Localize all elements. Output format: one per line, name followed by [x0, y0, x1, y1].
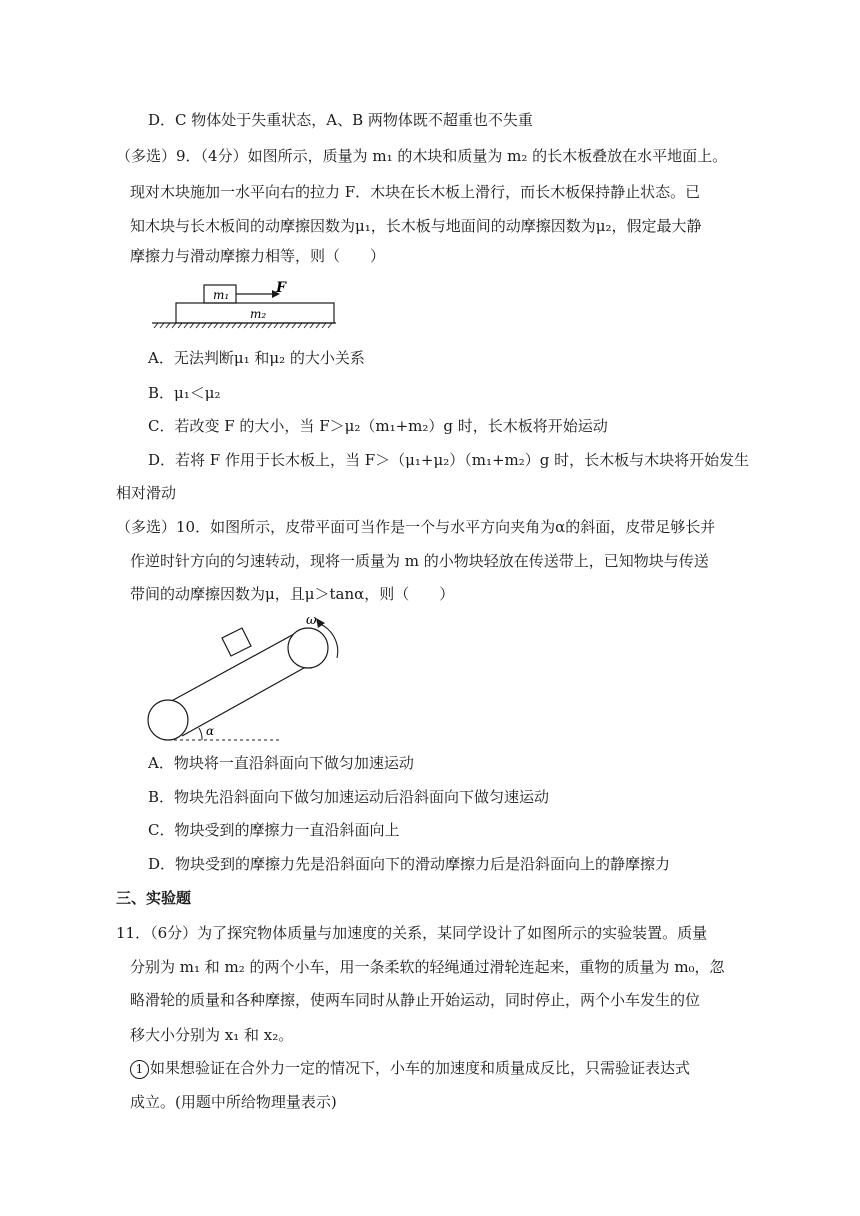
q11-sub-question-1: [130, 1058, 690, 1079]
q11-sub-1-marker: 1: [130, 1060, 149, 1079]
q11-stem-line-1: 11．（6分）为了探究物体质量与加速度的关系，某同学设计了如图所示的实验装置。质量: [116, 924, 708, 942]
q9-stem-line-3: 知木块与长木板间的动摩擦因数为μ₁，长木板与地面间的动摩擦因数为μ₂，假定最大静: [130, 217, 702, 235]
q11-stem-line-3: 略滑轮的质量和各种摩擦，使两车同时从静止开始运动，同时停止，两个小车发生的位: [130, 991, 701, 1009]
q10-option-b: B．物块先沿斜面向下做匀加速运动后沿斜面向下做匀速运动: [148, 788, 550, 806]
q10-option-c: C．物块受到的摩擦力一直沿斜面向上: [148, 821, 400, 839]
q8-option-d: D．C 物体处于失重状态，A、B 两物体既不超重也不失重: [148, 111, 533, 129]
q9-stem-line-1: （多选）9．（4分）如图所示，质量为 m₁ 的木块和质量为 m₂ 的长木板叠放在水平地面上。: [116, 147, 728, 165]
q9-block-on-board-figure: [150, 278, 340, 332]
q9-figure-m2-label: m₂: [250, 307, 267, 321]
q9-figure-force-label: F: [276, 280, 286, 296]
q9-stem-line-2: 现对木块施加一水平向右的拉力 F．木块在长木板上滑行，而长木板保持静止状态。已: [130, 183, 701, 201]
q10-figure-alpha-label: α: [206, 724, 215, 738]
q11-sub-1-line-2: 成立。(用题中所给物理量表示): [130, 1093, 337, 1111]
q9-option-b: B．μ₁＜μ₂: [148, 384, 221, 402]
q10-option-a: A．物块将一直沿斜面向下做匀加速运动: [148, 754, 414, 772]
q11-stem-line-4: 移大小分别为 x₁ 和 x₂。: [130, 1026, 294, 1044]
q11-stem-line-2: 分别为 m₁ 和 m₂ 的两个小车，用一条柔软的轻绳通过滑轮连起来，重物的质量为 m₀，忽: [130, 958, 725, 976]
q9-stem-line-4: 摩擦力与滑动摩擦力相等，则（ ）: [130, 247, 386, 265]
q11-sub-1-line-1: 如果想验证在合外力一定的情况下，小车的加速度和质量成反比，只需验证表达式: [150, 1059, 691, 1077]
q10-stem-line-3: 带间的动摩擦因数为μ，且μ＞tanα，则（ ）: [130, 585, 455, 603]
q9-option-d-line-1: D．若将 F 作用于长木板上，当 F＞（μ₁+μ₂）（m₁+m₂）g 时，长木板与木块将开始发生: [148, 451, 750, 469]
q9-figure-m1-label: m₁: [213, 288, 230, 302]
q10-stem-line-1: （多选）10．如图所示，皮带平面可当作是一个与水平方向夹角为α的斜面，皮带足够长并: [116, 518, 716, 536]
section-title: 三、实验题: [116, 889, 192, 907]
q10-figure-omega-label: ω: [306, 613, 317, 628]
q10-conveyor-belt-figure: [140, 610, 360, 745]
q9-option-d-line-2: 相对滑动: [116, 484, 177, 502]
q10-stem-line-2: 作逆时针方向的匀速转动，现将一质量为 m 的小物块轻放在传送带上，已知物块与传送: [130, 552, 709, 570]
q9-option-c: C．若改变 F 的大小，当 F＞μ₂（m₁+m₂）g 时，长木板将开始运动: [148, 417, 608, 435]
q10-option-d: D．物块受到的摩擦力先是沿斜面向下的滑动摩擦力后是沿斜面向上的静摩擦力: [148, 855, 671, 873]
q9-option-a: A．无法判断μ₁ 和μ₂ 的大小关系: [148, 349, 365, 367]
